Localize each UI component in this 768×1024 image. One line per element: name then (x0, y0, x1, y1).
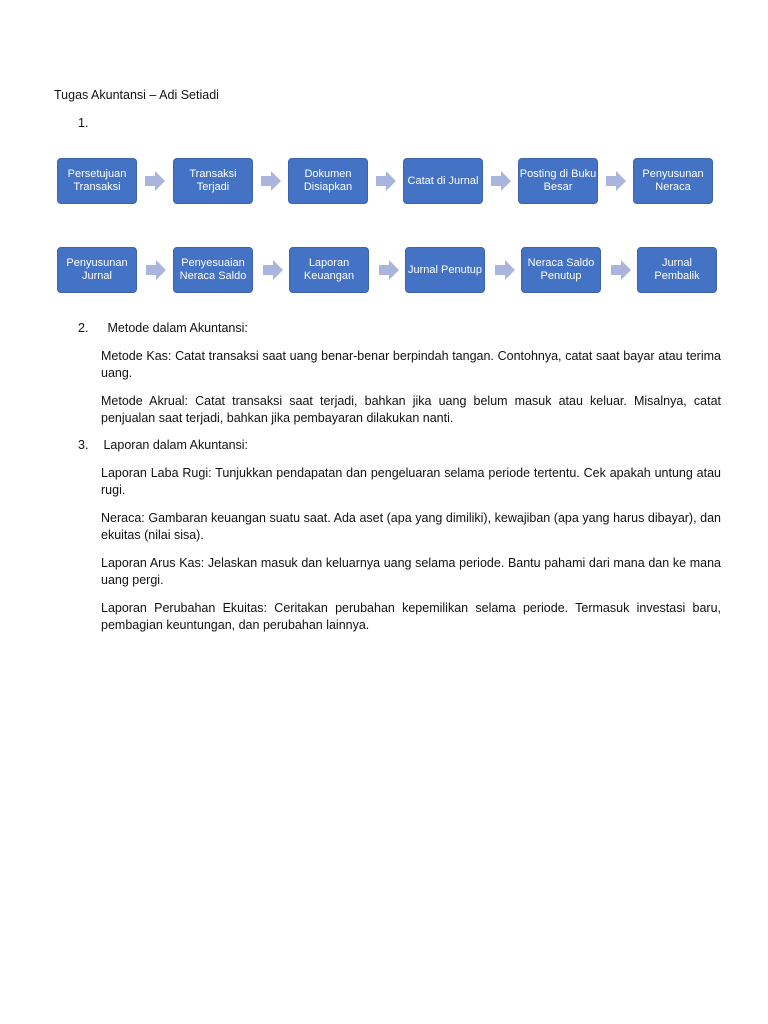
flow-step: Penyusunan Neraca (633, 158, 713, 204)
arrow-right-icon (379, 260, 399, 280)
flow-step: Penyusunan Jurnal (57, 247, 137, 293)
flow-step: Jurnal Pembalik (637, 247, 717, 293)
paragraph-perubahan-ekuitas: Laporan Perubahan Ekuitas: Ceritakan perubahan kepemilikan selama periode. Termasuk investasi baru, pembagian keuntungan, dan perubahan lainnya. (101, 601, 721, 632)
arrow-right-icon (146, 260, 166, 280)
document-title: Tugas Akuntansi – Adi Setiadi (54, 88, 219, 102)
paragraph-metode-kas: Metode Kas: Catat transaksi saat uang benar-benar berpindah tangan. Contohnya, catat saat bayar atau terima uang. (101, 349, 721, 380)
flow-diagram-row-2 (54, 247, 724, 295)
flow-step: Penyesuaian Neraca Saldo (173, 247, 253, 293)
section-3-number: 3. (78, 438, 89, 452)
flow-step: Transaksi Terjadi (173, 158, 253, 204)
arrow-right-icon (606, 171, 626, 191)
flow-step: Jurnal Penutup (405, 247, 485, 293)
arrow-right-icon (495, 260, 515, 280)
section-3-title: Laporan dalam Akuntansi: (103, 438, 249, 452)
flow-step: Catat di Jurnal (403, 158, 483, 204)
flow-diagram-row-1 (54, 158, 724, 206)
flow-step: Dokumen Disiapkan (288, 158, 368, 204)
arrow-right-icon (261, 171, 281, 191)
paragraph-arus-kas: Laporan Arus Kas: Jelaskan masuk dan keluarnya uang selama periode. Bantu pahami dari mana dan ke mana uang pergi. (101, 556, 721, 587)
paragraph-neraca: Neraca: Gambaran keuangan suatu saat. Ada aset (apa yang dimiliki), kewajiban (apa yang harus dibayar), dan ekuitas (nilai sisa). (101, 511, 721, 542)
arrow-right-icon (491, 171, 511, 191)
arrow-right-icon (376, 171, 396, 191)
paragraph-laba-rugi: Laporan Laba Rugi: Tunjukkan pendapatan dan pengeluaran selama periode tertentu. Cek apakah untung atau rugi. (101, 466, 721, 497)
section-1-number: 1. (78, 116, 89, 130)
paragraph-metode-akrual: Metode Akrual: Catat transaksi saat terjadi, bahkan jika uang belum masuk atau keluar. Misalnya, catat penjualan saat terjadi, bahkan jika pembayaran dilakukan nanti. (101, 394, 721, 425)
section-2-number: 2. (78, 321, 89, 335)
flow-step: Laporan Keuangan (289, 247, 369, 293)
flow-step: Persetujuan Transaksi (57, 158, 137, 204)
section-2-title: Metode dalam Akuntansi: (107, 321, 248, 335)
section-3-heading (78, 438, 248, 452)
flow-step: Posting di Buku Besar (518, 158, 598, 204)
arrow-right-icon (145, 171, 165, 191)
section-2-heading (78, 321, 248, 335)
arrow-right-icon (263, 260, 283, 280)
flow-step: Neraca Saldo Penutup (521, 247, 601, 293)
arrow-right-icon (611, 260, 631, 280)
